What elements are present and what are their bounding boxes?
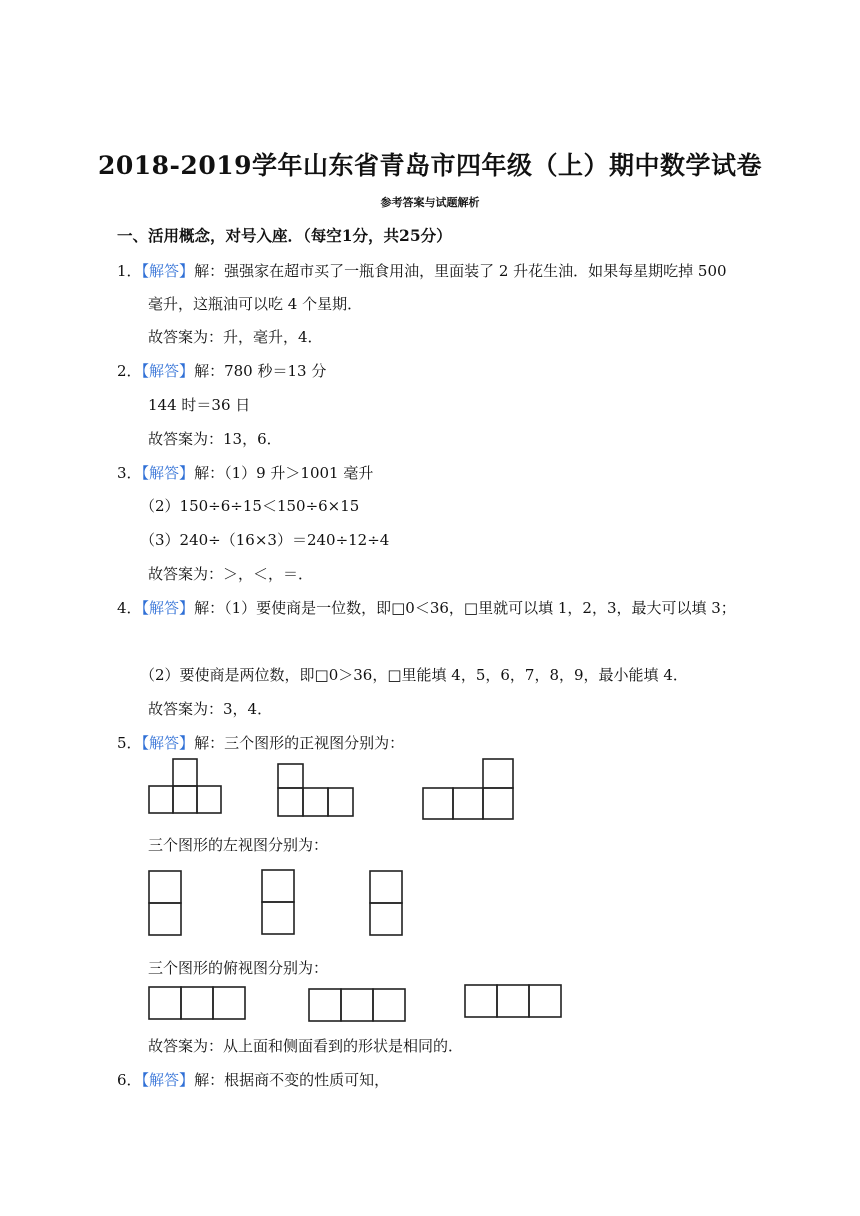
q3-line-1: [117, 462, 373, 483]
q1-text-1: 解：强强家在超市买了一瓶食用油，里面装了 2 升花生油．如果每星期吃掉 500: [194, 262, 727, 280]
q3-text-1: 解：（1）9 升＞1001 毫升: [194, 464, 374, 482]
q2-answer-tag: 【解答】: [141, 362, 195, 380]
left-view-figure-1: [148, 869, 184, 937]
q2-text-1: 解：780 秒＝13 分: [194, 362, 327, 380]
top-view-figure-3: [464, 983, 564, 1019]
q1-number: 1．: [117, 262, 142, 280]
q6-number: 6．: [117, 1071, 142, 1089]
q3-text-2: （2）150÷6÷15＜150÷6×15: [140, 497, 360, 515]
q5-answer: 故答案为：从上面和侧面看到的形状是相同的．: [148, 1037, 464, 1055]
q3-number: 3．: [117, 464, 142, 482]
q6-answer-tag: 【解答】: [141, 1071, 195, 1089]
left-view-figure-3: [369, 869, 405, 937]
q5-top-view-label: 三个图形的俯视图分别为：: [148, 959, 329, 977]
front-view-figure-2: [277, 762, 355, 818]
q4-line-1: [117, 597, 736, 618]
q6-line-1: [117, 1069, 389, 1090]
q1-text-2: 毫升，这瓶油可以吃 4 个星期．: [148, 295, 363, 313]
q4-number: 4．: [117, 599, 142, 617]
page-title: 2018-2019学年山东省青岛市四年级（上）期中数学试卷: [97, 151, 763, 180]
q2-line-1: [117, 360, 326, 381]
q1-line-1: [117, 260, 727, 281]
q1-answer: 故答案为：升，毫升，4．: [148, 328, 323, 346]
q5-left-view-label: 三个图形的左视图分别为：: [148, 836, 329, 854]
q4-text-2: （2）要使商是两位数，即□0＞36，□里能填 4，5，6，7，8，9，最小能填 4．: [140, 666, 688, 684]
q3-answer: 故答案为：＞，＜，＝．: [148, 565, 314, 583]
q4-answer-tag: 【解答】: [141, 599, 195, 617]
q5-text-1: 解：三个图形的正视图分别为：: [194, 734, 405, 752]
q5-answer-tag: 【解答】: [141, 734, 195, 752]
q5-line-1: [117, 732, 404, 753]
q2-text-2: 144 时＝36 日: [148, 396, 251, 414]
front-view-figure-3: [422, 757, 516, 821]
q2-number: 2．: [117, 362, 142, 380]
q3-answer-tag: 【解答】: [141, 464, 195, 482]
front-view-figure-1: [148, 757, 224, 815]
q4-text-1: 解：（1）要使商是一位数，即□0＜36，□里就可以填 1，2，3，最大可以填 3；: [194, 599, 736, 617]
q1-answer-tag: 【解答】: [141, 262, 195, 280]
q3-text-3: （3）240÷（16×3）＝240÷12÷4: [140, 531, 390, 549]
q5-number: 5．: [117, 734, 142, 752]
left-view-figure-2: [261, 868, 297, 936]
top-view-figure-1: [148, 985, 248, 1021]
top-view-figure-2: [308, 987, 408, 1023]
section-heading: 一、活用概念，对号入座．（每空1分，共25分）: [117, 226, 452, 245]
q4-answer: 故答案为：3，4．: [148, 700, 273, 718]
page-subtitle: 参考答案与试题解析: [380, 196, 480, 209]
q2-answer: 故答案为：13，6．: [148, 430, 282, 448]
q6-text-1: 解：根据商不变的性质可知，: [194, 1071, 390, 1089]
